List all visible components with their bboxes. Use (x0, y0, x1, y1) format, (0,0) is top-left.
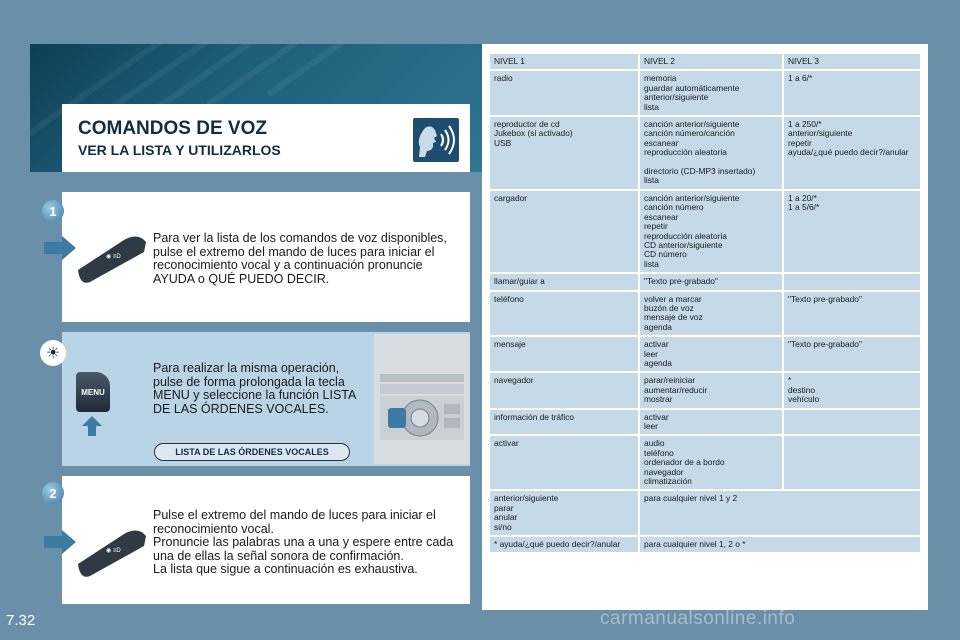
table-row (490, 436, 920, 489)
voice-orders-list-button[interactable]: LISTA DE LAS ÓRDENES VOCALES (154, 443, 350, 461)
page-number: 7.32 (6, 612, 36, 629)
table-cell: "Texto pre-grabado" (640, 274, 784, 289)
table-row (490, 537, 920, 552)
page-subtitle: VER LA LISTA Y UTILIZARLOS (78, 142, 281, 158)
step2-text: Pulse el extremo del mando de luces para iniciar el reconocimiento vocal. Pronuncie las palabras una a una y espere entre cada una de ellas la señal sonora de confirmación. La lista que sigue a continuación es exhaustiva. (153, 508, 454, 576)
table-cell: información de tráfico (490, 410, 640, 435)
table-cell: llamar/guiar a (490, 274, 640, 289)
menu-key: MENU (76, 372, 110, 412)
table-cell: 1 a 6/* (784, 71, 920, 115)
table-cell: NIVEL 2 (640, 54, 784, 69)
table-cell: radio (490, 71, 640, 115)
table-cell: mensaje (490, 337, 640, 371)
table-cell: anterior/siguiente parar anular si/no (490, 491, 640, 535)
table-row (490, 491, 920, 535)
table-cell (784, 410, 920, 435)
table-cell: canción anterior/siguiente canción número escanear repetir reproducción aleatoria CD anterior/siguiente CD número lista (640, 191, 784, 272)
table-cell: "Texto pre-grabado" (784, 337, 920, 371)
voice-commands-table (490, 52, 920, 554)
table-row (490, 71, 920, 115)
table-row (490, 337, 920, 371)
table-cell: reproductor de cd Jukebox (si activado) USB (490, 117, 640, 189)
table-cell: para cualquier nivel 1 y 2 (640, 491, 920, 535)
table-row (490, 191, 920, 272)
svg-text:◉ ≡D: ◉ ≡D (106, 254, 121, 260)
table-cell: teléfono (490, 292, 640, 336)
light-stalk-illustration (44, 226, 148, 284)
table-cell: 1 a 250/* anterior/siguiente repetir ayuda/¿qué puedo decir?/anular (784, 117, 920, 189)
watermark: carmanualsonline.info (600, 608, 796, 629)
table-cell: "Texto pre-grabado" (784, 292, 920, 336)
step1-badge: 1 (42, 200, 64, 222)
table-cell (784, 436, 920, 489)
menu-section-text: Para realizar la misma operación, pulse de forma prolongada la tecla MENU y seleccione la función LISTA DE LAS ÓRDENES VOCALES. (153, 361, 356, 416)
table-cell: NIVEL 3 (784, 54, 920, 69)
radio-console-illustration (374, 334, 470, 464)
table-row (490, 410, 920, 435)
table-row (490, 274, 920, 289)
table-cell: * destino vehículo (784, 373, 920, 407)
voice-command-icon (413, 118, 459, 162)
table-cell: para cualquier nivel 1, 2 o * (640, 537, 920, 552)
table-cell: activar (490, 436, 640, 489)
light-stalk-illustration-2 (44, 520, 148, 578)
sun-icon: ☀ (40, 340, 66, 366)
table-cell: 1 a 20/* 1 a 5/6/* (784, 191, 920, 272)
table-cell: activar leer agenda (640, 337, 784, 371)
table-row (490, 373, 920, 407)
table-row (490, 117, 920, 189)
table-cell: activar leer (640, 410, 784, 435)
step2-badge: 2 (42, 482, 64, 504)
table-cell: navegador (490, 373, 640, 407)
table-row (490, 54, 920, 69)
arrow-up-icon (80, 414, 104, 438)
table-row (490, 292, 920, 336)
table-cell: memoria guardar automáticamente anterior/siguiente lista (640, 71, 784, 115)
step1-text: Para ver la lista de los comandos de voz disponibles, pulse el extremo del mando de luces para iniciar el reconocimiento vocal y a continuación pronuncie AYUDA o QUÉ PUEDO DECIR. (153, 231, 447, 286)
table-cell: NIVEL 1 (490, 54, 640, 69)
page-title: COMANDOS DE VOZ (78, 118, 267, 139)
svg-text:◉ ≡D: ◉ ≡D (106, 548, 121, 554)
table-cell: parar/reiniciar aumentar/reducir mostrar (640, 373, 784, 407)
table-cell: canción anterior/siguiente canción número/canción escanear reproducción aleatoria directorio (CD-MP3 insertado) lista (640, 117, 784, 189)
table-cell (784, 274, 920, 289)
table-cell: * ayuda/¿qué puedo decir?/anular (490, 537, 640, 552)
table-cell: volver a marcar buzón de voz mensaje de voz agenda (640, 292, 784, 336)
table-cell: audio teléfono ordenador de a bordo navegador climatización (640, 436, 784, 489)
table-cell: cargador (490, 191, 640, 272)
